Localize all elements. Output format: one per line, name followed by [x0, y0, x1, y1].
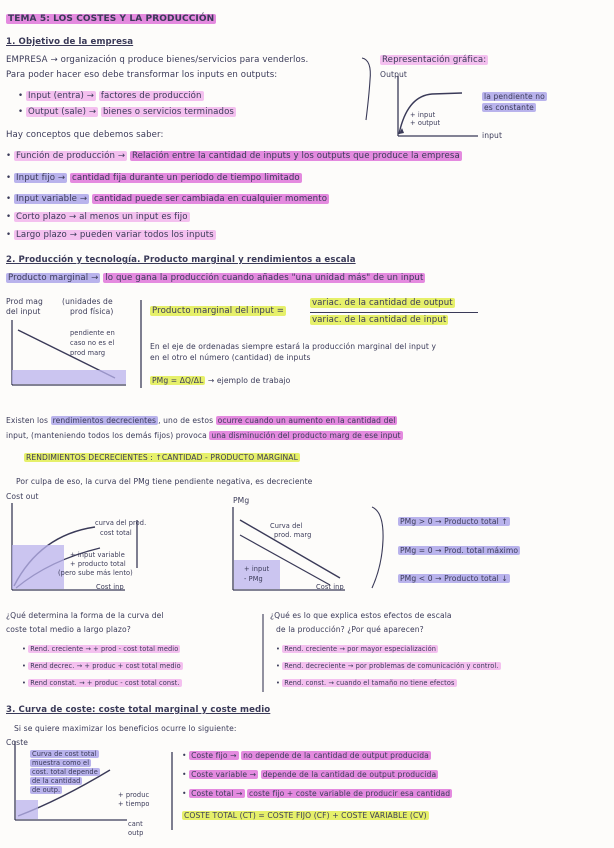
- s1-intro: Hay conceptos que debemos saber:: [6, 130, 164, 140]
- marginal-product-definition: Producto marginal → lo que gana la producción cuando añades "una unidad más" de un input: [8, 273, 424, 283]
- section-1-heading: 1. Objetivo de la empresa: [6, 37, 134, 47]
- formula-numerator: variac. de la cantidad de output: [312, 298, 453, 308]
- question-1-line-2: coste total medio a largo plazo?: [6, 625, 131, 634]
- concept-production-function: • Función de producción → Relación entre la cantidad de inputs y los outputs que produce la empresa: [6, 151, 460, 161]
- q1-answer-2: • Rend decrec. → + produc + cost total medio: [22, 662, 181, 670]
- g3b-note-2: - PMg: [244, 575, 263, 583]
- section-2-heading: 2. Producción y tecnología. Producto marginal y rendimientos a escala: [6, 255, 356, 265]
- s1-line-2: Para poder hacer eso debe transformar los inputs en outputs:: [6, 70, 278, 80]
- graph-note-input: + input: [410, 111, 436, 119]
- g3b-curve-label-2: prod. marg: [274, 531, 312, 539]
- diminishing-returns-line-1: Existen los rendimientos decrecientes , uno de estos ocurre cuando un aumento en la cantidad del: [6, 416, 396, 425]
- s1-bullet-input: • Input (entra) → factores de producción: [18, 91, 202, 101]
- g4-x-label-2: outp: [128, 829, 144, 837]
- g3a-x-label: Cost inp: [96, 583, 124, 591]
- concept-variable-input: • Input variable → cantidad puede ser cambiada en cualquier momento: [6, 194, 328, 204]
- g2-note-3: prod marg: [70, 349, 106, 357]
- graph-note-1: la pendiente no: [484, 92, 545, 101]
- g4-note-4: de la cantidad: [32, 777, 81, 785]
- g3b-curve-label-1: Curva del: [270, 522, 303, 530]
- g3b-note-1: + input: [244, 565, 270, 573]
- s3-intro: Si se quiere maximizar los beneficios ocurre lo siguiente:: [14, 724, 237, 733]
- diminishing-returns-summary: RENDIMIENTOS DECRECIENTES : ↑CANTIDAD - PRODUCTO MARGINAL: [26, 453, 298, 462]
- concept-short-run: • Corto plazo → al menos un input es fijo: [6, 212, 188, 222]
- question-2-line-2: de la producción? ¿Por qué aparecen?: [276, 625, 424, 634]
- graph-note-2: es constante: [484, 103, 534, 112]
- q1-answer-1: • Rend. creciente → + prod - cost total medio: [22, 645, 179, 653]
- axis-note-1: En el eje de ordenadas siempre estará la producción marginal del input y: [150, 342, 437, 351]
- page-title: TEMA 5: LOS COSTES Y LA PRODUCCIÓN: [8, 14, 215, 24]
- g4-x-label-1: cant: [128, 820, 143, 828]
- g3a-curve-label-2: cost total: [100, 529, 132, 537]
- g3b-x-label: Cost inp: [316, 583, 344, 591]
- g2-note-2: caso no es el: [70, 339, 115, 347]
- g2-unit-2: prod física): [70, 307, 114, 316]
- graph-title: Representación gráfica:: [382, 55, 487, 65]
- axis-note-2: en el otro el número (cantidad) de inputs: [150, 353, 311, 362]
- g4-right-note-1: + produc: [118, 791, 150, 799]
- total-cost-equation: COSTE TOTAL (CT) = COSTE FIJO (CF) + COSTE VARIABLE (CV): [184, 811, 427, 820]
- concept-fixed-input: • Input fijo → cantidad fija durante un periodo de tiempo limitado: [6, 173, 300, 183]
- s1-line-1: EMPRESA → organización q produce bienes/servicios para venderlos.: [6, 55, 309, 65]
- g2-unit-1: (unidades de: [62, 297, 113, 306]
- section-3-heading: 3. Curva de coste: coste total marginal y coste medio: [6, 705, 271, 715]
- graph-x-label: input: [482, 131, 503, 140]
- pmg-negative: PMg < 0 → Producto total ↓: [400, 574, 508, 583]
- g3a-note-3: (pero sube más lento): [58, 569, 133, 577]
- formula-lhs: Producto marginal del input =: [152, 306, 285, 316]
- graph-note-output: + output: [410, 119, 441, 127]
- s1-bullet-output: • Output (sale) → bienes o servicios terminados: [18, 107, 235, 117]
- g4-note-5: de outp.: [32, 786, 61, 794]
- variable-cost: • Coste variable → depende de la cantidad de output producida: [182, 770, 437, 779]
- pmg-formula: PMg = ΔQ/ΔL → ejemplo de trabajo: [152, 376, 291, 385]
- fixed-cost: • Coste fijo → no depende de la cantidad de output producida: [182, 751, 429, 760]
- q1-answer-3: • Rend constat. → + produc - cost total const.: [22, 679, 180, 687]
- g2-y-label-1: Prod mag: [6, 297, 43, 306]
- g4-y-label: Coste: [6, 738, 29, 747]
- graph-y-label: Output: [380, 70, 407, 79]
- g3a-note-2: + producto total: [70, 560, 126, 568]
- g3a-curve-label-1: curva del prod.: [95, 519, 147, 527]
- g3a-y-label: Cost out: [6, 492, 39, 501]
- concept-long-run: • Largo plazo → pueden variar todos los inputs: [6, 230, 214, 240]
- g2-note-1: pendiente en: [70, 329, 115, 337]
- q2-answer-2: • Rend. decreciente → por problemas de comunicación y control.: [276, 662, 499, 670]
- g4-note-3: cost. total depende: [32, 768, 98, 776]
- g4-right-note-2: + tiempo: [118, 800, 150, 808]
- q2-answer-1: • Rend. creciente → por mayor especialización: [276, 645, 436, 653]
- g2-y-label-2: del input: [6, 307, 41, 316]
- pmg-positive: PMg > 0 → Producto total ↑: [400, 517, 508, 526]
- question-1-line-1: ¿Qué determina la forma de la curva del: [6, 611, 164, 620]
- q2-answer-3: • Rend. const. → cuando el tamaño no tiene efectos: [276, 679, 455, 687]
- g3b-y-label: PMg: [233, 496, 250, 505]
- total-cost: • Coste total → coste fijo + coste variable de producir esa cantidad: [182, 789, 451, 798]
- pmg-cause: Por culpa de eso, la curva del PMg tiene pendiente negativa, es decreciente: [16, 477, 313, 486]
- diminishing-returns-line-2: input, (manteniendo todos los demás fijos) provoca una disminución del producto marg de ese input: [6, 431, 401, 440]
- g3a-note-1: + input variable: [70, 551, 125, 559]
- g4-note-1: Curva de cost total: [32, 750, 97, 758]
- pmg-zero: PMg = 0 → Prod. total máximo: [400, 546, 519, 555]
- g4-note-2: muestra como el: [32, 759, 90, 767]
- question-2-line-1: ¿Qué es lo que explica estos efectos de escala: [270, 611, 452, 620]
- formula-denominator: variac. de la cantidad de input: [312, 315, 447, 325]
